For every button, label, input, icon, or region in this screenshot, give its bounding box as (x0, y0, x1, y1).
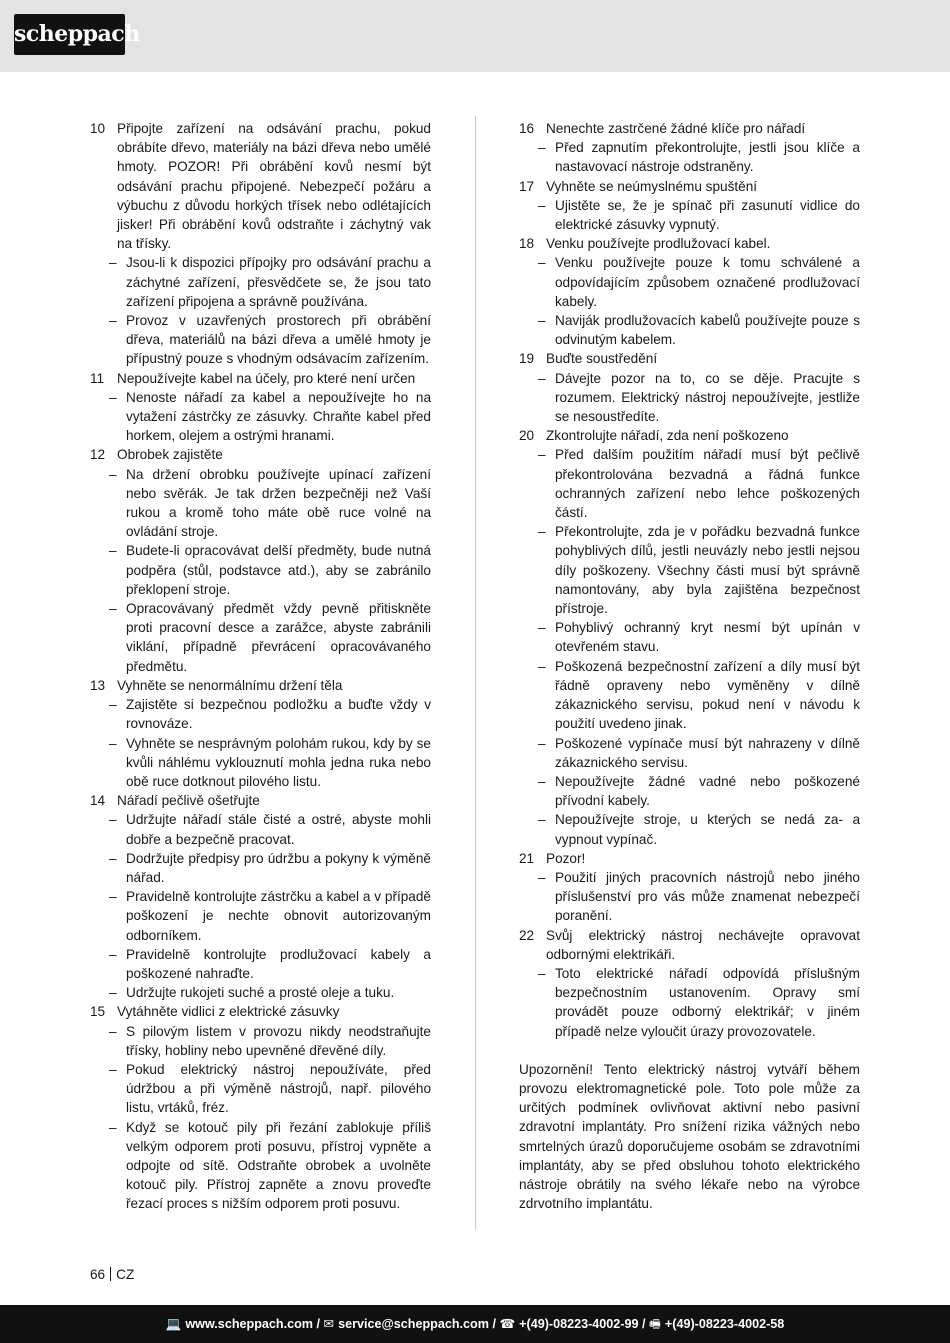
sub-item (90, 983, 431, 1002)
sub-item (519, 522, 860, 618)
item-number: 20 (519, 428, 535, 444)
sub-item (519, 772, 860, 810)
sub-item-text: Nepoužívejte stroje, u kterých se nedá za- a vypnout vypínač. (555, 812, 860, 847)
sub-item-text: S pilovým listem v provozu nikdy neodstraňujte třísky, hobliny nebo upevněné dřevěné díly. (126, 1023, 431, 1058)
sub-item (90, 810, 431, 848)
dash-bullet: – (109, 389, 117, 405)
item-heading: Vytáhněte vidlici z elektrické zásuvky (117, 1004, 340, 1020)
sub-item-text: Poškozené vypínače musí být nahrazeny v dílně zákaznického servisu. (555, 735, 860, 770)
item-number: 17 (519, 178, 535, 194)
sub-item-text: Když se kotouč pily při řezání zablokuje příliš velkým odporem proti posuvu, přístroj vypněte a odpojte od sítě. Odstraňte obrobek a uvolněte kotouč pily. Přístroj zapněte a znovu proveďte řezací proces s nižším odporem proti posuvu. (126, 1119, 431, 1212)
dash-bullet: – (538, 773, 546, 789)
emf-notice: Upozornění! Tento elektrický nástroj vytváří během provozu elektromagnetické pole. Toto pole může za určitých podmínek ovlivňovat aktivní nebo pasivní zdravotní implantáty. Pro snížení rizika vážných nebo smrtelných úrazů doporučujeme osobám se zdravotními implantáty, aby se před obsluhou tohoto elektrického nástroje obrátily na svého lékaře nebo na výrobce zdrvotního implantátu. (519, 1061, 860, 1212)
sub-item-text: Pravidelně kontrolujte prodlužovací kabely a poškozené nahraďte. (126, 946, 431, 981)
dash-bullet: – (109, 543, 117, 559)
item-number: 14 (90, 793, 106, 809)
dash-bullet: – (109, 889, 117, 905)
computer-icon: 💻 (165, 1317, 182, 1331)
sub-item-text: Vyhněte se nesprávným polohám rukou, kdy by se kvůli náhlému vyklouznutí mohla jedna ruka nebo obě ruce dotknout pilového listu. (126, 735, 431, 789)
sub-item (90, 849, 431, 887)
footer-web: www.scheppach.com / (185, 1317, 320, 1331)
sub-item-text: Venku používejte pouze k tomu schválené a odpovídajícím způsobem označené prodlužovací kabely. (555, 255, 860, 309)
dash-bullet: – (538, 620, 546, 636)
right-list (519, 119, 860, 1041)
sub-item-text: Toto elektrické nářadí odpovídá příslušným bezpečnostním ustanovením. Opravy smí provádět pouze odborný elektrikář; v jiném případě nelze vyloučit úrazy provozovatele. (555, 965, 860, 1039)
dash-bullet: – (538, 370, 546, 386)
sub-item (519, 618, 860, 656)
sub-item (519, 138, 860, 176)
item-heading: Vyhněte se nenormálnímu držení těla (117, 677, 343, 693)
sub-item (90, 599, 431, 676)
dash-bullet: – (538, 524, 546, 540)
footer-phone: +(49)-08223-4002-99 / (519, 1317, 646, 1331)
sub-item (519, 445, 860, 522)
fax-icon: 🖷 (649, 1317, 661, 1331)
sub-item (90, 1022, 431, 1060)
mail-icon: ✉ (323, 1317, 335, 1331)
item-heading: Buďte soustředění (546, 351, 658, 367)
contact-footer (0, 1305, 950, 1343)
item-number: 10 (90, 121, 106, 136)
page-number-value: 66 (90, 1267, 106, 1282)
item-number: 21 (519, 850, 535, 866)
sub-item (519, 196, 860, 234)
dash-bullet: – (109, 812, 117, 828)
sub-item-text: Překontrolujte, zda je v pořádku bezvadná funkce pohyblivých dílů, jestli neuvázly nebo jestli nejsou díly poškozeny. Všechny části musí být správně namontovány, aby byla zajištěna bezpečnost přístroje. (555, 524, 860, 617)
right-column (519, 119, 860, 1213)
sub-item (90, 388, 431, 446)
sub-item (90, 465, 431, 542)
item-heading: Nenechte zastrčené žádné klíče pro nářadí (546, 121, 806, 136)
sub-item-text: Pokud elektrický nástroj nepoužíváte, před údržbou a při výměně nástrojů, např. pilového listu, vrtáků, fréz. (126, 1061, 431, 1116)
sub-item (90, 253, 431, 311)
item-number: 12 (90, 447, 106, 463)
sub-item (519, 734, 860, 772)
footer-fax: +(49)-08223-4002-58 (664, 1317, 785, 1331)
sub-item (90, 311, 431, 369)
sub-item-text: Opracovávaný předmět vždy pevně přitiskněte proti pracovní desce a zarážce, abyste zabránili viklání, případně převrácení opracovávaného předmětu. (126, 601, 431, 674)
sub-item-text: Naviják prodlužovacích kabelů používejte pouze s odvinutým kabelem. (555, 313, 860, 348)
dash-bullet: – (538, 313, 546, 329)
instruction-item-15 (90, 1002, 431, 1021)
sub-item-text: Dávejte pozor na to, co se děje. Pracujte s rozumem. Elektrický nástroj nepoužívejte, jestliže se nesoustředíte. (555, 370, 860, 425)
sub-item-text: Pravidelně kontrolujte zástrčku a kabel a v případě poškození je nechte obnovit autorizovaným odborníkem. (126, 889, 431, 943)
item-heading: Svůj elektrický nástroj nechávejte opravovat odbornými elektrikáři. (546, 927, 860, 962)
instruction-item-13 (90, 676, 431, 695)
item-heading: Venku používejte prodlužovací kabel. (546, 236, 771, 252)
sub-item-text: Před dalším použitím nářadí musí být pečlivě překontrolována bezvadná a řádná funkce ochranných zařízení nebo lehce poškozených částí. (555, 447, 860, 521)
instruction-item-12 (90, 445, 431, 464)
dash-bullet: – (109, 466, 117, 482)
dash-bullet: – (538, 140, 546, 156)
sub-item (90, 887, 431, 945)
sub-item-text: Ujistěte se, že je spínač při zasunutí vidlice do elektrické zásuvky vypnutý. (555, 197, 860, 233)
sub-item-text: Nenoste nářadí za kabel a nepoužívejte ho na vytažení zástrčky ze zásuvky. Chraňte kabel před horkem, olejem a ostrými hranami. (126, 389, 431, 444)
dash-bullet: – (109, 850, 117, 866)
dash-bullet: – (109, 601, 117, 617)
dash-bullet: – (538, 658, 546, 674)
sub-item-text: Udržujte rukojeti suché a prosté oleje a tuku. (126, 985, 395, 1001)
instruction-item-11 (90, 369, 431, 388)
sub-item (519, 253, 860, 311)
item-number: 11 (90, 370, 105, 386)
sub-item-text: Před zapnutím překontrolujte, jestli jsou klíče a nastavovací nástroje odstraněny. (555, 140, 860, 175)
item-heading: Nářadí pečlivě ošetřujte (117, 793, 260, 809)
dash-bullet: – (109, 1023, 117, 1039)
dash-bullet: – (538, 735, 546, 751)
column-divider (475, 116, 476, 1230)
sub-item-text: Pohyblivý ochranný kryt nesmí být upínán v otevřeném stavu. (555, 620, 860, 655)
item-heading: Zkontrolujte nářadí, zda není poškozeno (546, 428, 789, 444)
sub-item-text: Dodržujte předpisy pro údržbu a pokyny k výměně nářad. (126, 850, 431, 885)
instruction-item-19 (519, 349, 860, 368)
sub-item (90, 1060, 431, 1118)
instruction-item-20 (519, 426, 860, 445)
dash-bullet: – (538, 812, 546, 828)
dash-bullet: – (538, 447, 546, 463)
sub-item-text: Provoz v uzavřených prostorech při obrábění dřeva, materiálů na bázi dřeva a umělé hmoty je přípustný pouze s vhodným odsávacím zařízením. (126, 313, 431, 367)
dash-bullet: – (109, 985, 117, 1001)
scheppach-logo: scheppach (14, 14, 125, 55)
sub-item-text: Poškozená bezpečnostní zařízení a díly musí být řádně opraveny nebo vyměněny v dílně zákaznického servisu, pokud není v návodu k použití uvedeno jinak. (555, 658, 860, 732)
dash-bullet: – (109, 255, 117, 271)
item-heading: Připojte zařízení na odsávání prachu, pokud obrábíte dřevo, materiály na bázi dřeva nebo umělé hmoty. POZOR! Při obrábění kovů nesmí být odsávání prachu připojené. Nebezpečí požáru a výbuchu z důvodu horkých třísek nebo odlétajících jisker! Při obrábění kovů odstraňte i záchytný vak na třísky. (117, 121, 431, 252)
sub-item (519, 810, 860, 848)
dash-bullet: – (109, 1119, 117, 1135)
instruction-item-17 (519, 177, 860, 196)
sub-item (519, 868, 860, 926)
phone-icon: ☎ (499, 1317, 516, 1331)
sub-item (519, 311, 860, 349)
sub-item (519, 964, 860, 1041)
dash-bullet: – (538, 255, 546, 271)
instruction-item-10 (90, 119, 431, 253)
footer-email: service@scheppach.com / (338, 1317, 496, 1331)
page-number (90, 1265, 134, 1284)
sub-item (519, 369, 860, 427)
sub-item (90, 734, 431, 792)
sub-item (90, 541, 431, 599)
sub-item (90, 695, 431, 733)
dash-bullet: – (538, 869, 546, 885)
sub-item-text: Budete-li opracovávat delší předměty, bude nutná podpěra (stůl, podstavce atd.), aby se zabránilo překlopení stroje. (126, 543, 431, 597)
sub-item-text: Na držení obrobku používejte upínací zařízení nebo svěrák. Je tak držen bezpečněji než Vaší rukou a kromě toho máte obě ruce volné na ovládání stroje. (126, 466, 431, 540)
dash-bullet: – (109, 946, 117, 962)
sub-item (90, 945, 431, 983)
sub-item (90, 1118, 431, 1214)
instruction-item-14 (90, 791, 431, 810)
instruction-item-22 (519, 926, 860, 964)
instruction-item-21 (519, 849, 860, 868)
item-number: 13 (90, 677, 106, 693)
page-number-separator (110, 1267, 111, 1281)
dash-bullet: – (109, 1061, 117, 1077)
item-number: 22 (519, 927, 535, 943)
dash-bullet: – (109, 735, 117, 751)
dash-bullet: – (109, 313, 117, 329)
item-heading: Vyhněte se neúmyslnému spuštění (546, 178, 758, 194)
dash-bullet: – (109, 697, 117, 713)
item-heading: Nepoužívejte kabel na účely, pro které není určen (117, 370, 416, 386)
instruction-item-16 (519, 119, 860, 138)
page-language: CZ (116, 1267, 135, 1282)
instruction-item-18 (519, 234, 860, 253)
sub-item (519, 657, 860, 734)
sub-item-text: Zajistěte si bezpečnou podložku a buďte vždy v rovnováze. (126, 697, 431, 732)
sub-item-text: Nepoužívejte žádné vadné nebo poškozené přívodní kabely. (555, 773, 860, 809)
sub-item-text: Použití jiných pracovních nástrojů nebo jiného příslušenství pro vás může znamenat nebezpečí poranění. (555, 869, 860, 924)
dash-bullet: – (538, 197, 546, 213)
dash-bullet: – (538, 965, 546, 981)
sub-item-text: Jsou-li k dispozici přípojky pro odsávání prachu a záchytné zařízení, přesvědčete se, že jsou tato zařízení připojena a správně používána. (126, 255, 431, 309)
item-number: 16 (519, 121, 535, 136)
sub-item-text: Udržujte nářadí stále čisté a ostré, abyste mohli dobře a bezpečně pracovat. (126, 812, 431, 847)
item-number: 19 (519, 351, 535, 367)
item-number: 18 (519, 236, 535, 252)
item-number: 15 (90, 1004, 106, 1020)
left-column (90, 119, 431, 1214)
item-heading: Obrobek zajistěte (117, 447, 223, 463)
item-heading: Pozor! (546, 850, 586, 866)
page-header (0, 0, 950, 72)
